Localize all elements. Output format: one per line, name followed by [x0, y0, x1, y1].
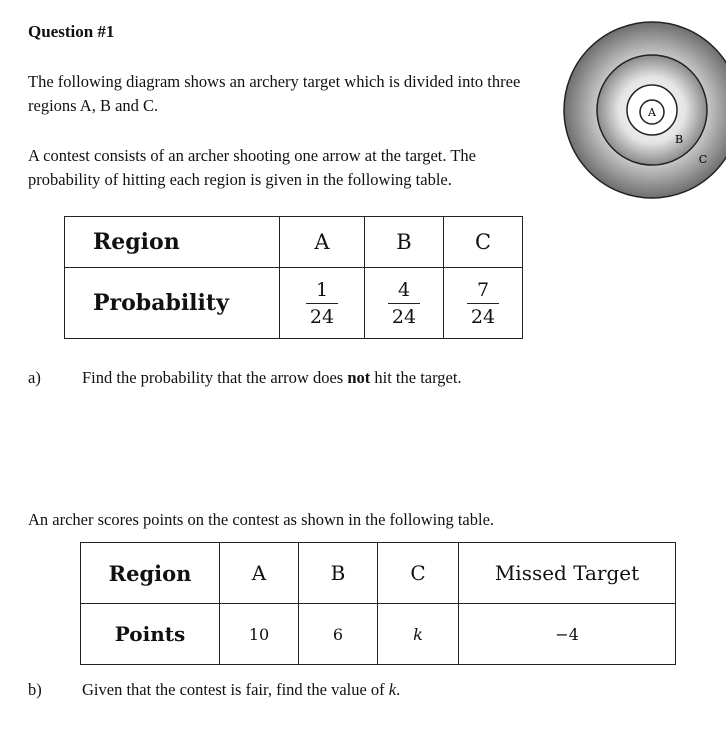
prob-cell-c: [444, 268, 523, 339]
prob-cell-b: [365, 268, 444, 339]
points-header-b: B: [299, 543, 378, 604]
part-a-text-before: Find the probability that the arrow does: [82, 368, 348, 387]
part-b-text-before: Given that the contest is fair, find the value of: [82, 680, 389, 699]
prob-row-label: Probability: [65, 268, 280, 339]
intro-paragraph-1: The following diagram shows an archery target which is divided into three regions A, B and C.: [28, 72, 521, 115]
target-label-b: B: [674, 133, 684, 146]
prob-header-c: C: [444, 217, 523, 268]
prob-header-a: A: [280, 217, 365, 268]
prob-a-numerator: 1: [315, 278, 329, 301]
part-b-text-after: .: [396, 680, 401, 699]
part-b-variable: k: [388, 680, 397, 699]
probability-table-value-row: [65, 268, 523, 339]
probability-table: [64, 216, 523, 339]
points-cell-a: 10: [220, 604, 299, 665]
prob-fraction-b: [388, 279, 420, 328]
points-table: [80, 542, 676, 665]
points-table-header-row: [81, 543, 676, 604]
part-a-text-after: hit the target.: [370, 368, 462, 387]
prob-fraction-a: [306, 279, 338, 328]
part-a-label: a): [28, 368, 41, 387]
prob-c-numerator: 7: [476, 278, 490, 301]
prob-b-denominator: 24: [388, 303, 420, 328]
prob-header-region: Region: [65, 217, 280, 268]
points-row-label: Points: [81, 604, 220, 665]
points-cell-b: 6: [299, 604, 378, 665]
points-intro: An archer scores points on the contest as shown in the following table.: [28, 510, 495, 529]
part-a-text-bold: not: [347, 368, 371, 387]
part-b-label: b): [28, 680, 42, 699]
prob-a-denominator: 24: [306, 303, 338, 328]
prob-c-denominator: 24: [467, 303, 499, 328]
points-header-region: Region: [81, 543, 220, 604]
points-cell-missed: −4: [459, 604, 676, 665]
points-header-missed: Missed Target: [459, 543, 676, 604]
probability-table-header-row: [65, 217, 523, 268]
intro-paragraph-2: A contest consists of an archer shooting one arrow at the target. The probability of hitting each region is given in the following table.: [28, 146, 476, 189]
points-header-c: C: [378, 543, 459, 604]
target-label-c: C: [698, 153, 708, 166]
target-label-a: A: [648, 106, 656, 119]
prob-cell-a: [280, 268, 365, 339]
part-a-question: [82, 368, 462, 388]
part-b-question: [82, 680, 400, 700]
points-header-a: A: [220, 543, 299, 604]
points-cell-c: k: [378, 604, 459, 665]
prob-fraction-c: [467, 279, 499, 328]
prob-header-b: B: [365, 217, 444, 268]
question-title: Question #1: [28, 22, 115, 41]
points-table-value-row: [81, 604, 676, 665]
prob-b-numerator: 4: [397, 278, 411, 301]
archery-target-diagram: [560, 20, 726, 200]
